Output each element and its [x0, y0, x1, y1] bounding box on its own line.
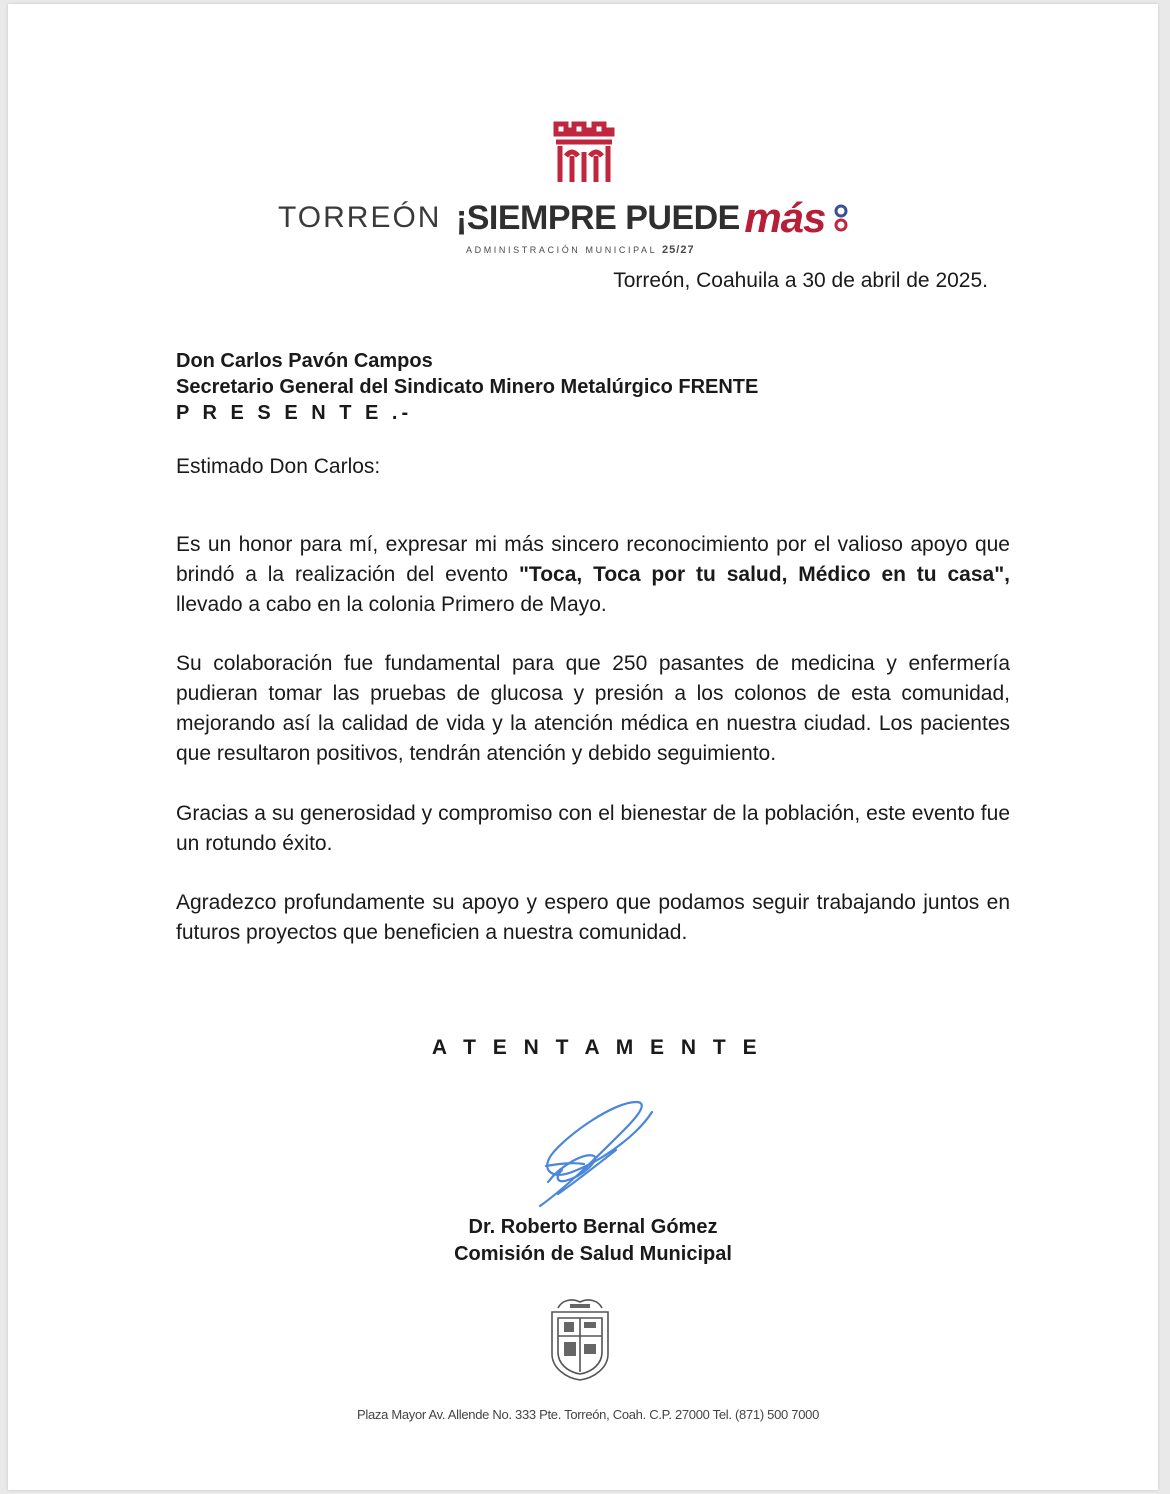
administration-term: 25/27	[662, 244, 695, 256]
brand-city: TORREÓN	[278, 201, 442, 234]
brand-slogan: ¡SIEMPRE PUEDE	[455, 198, 740, 237]
administration-label: ADMINISTRACIÓN MUNICIPAL	[466, 245, 657, 255]
event-name: "Toca, Toca por tu salud, Médico en tu casa",	[518, 563, 1010, 586]
closing-text: A T E N T A M E N T E	[431, 1036, 763, 1059]
body-paragraph-4: Agradezco profundamente su apoyo y espero que podamos seguir trabajando juntos en futuros proyectos que beneficien a nuestra comunidad.	[176, 891, 1010, 944]
signer-office: Comisión de Salud Municipal	[454, 1243, 732, 1265]
signer-name: Dr. Roberto Bernal Gómez	[468, 1216, 718, 1238]
handwritten-signature	[528, 1094, 668, 1214]
recipient-block	[176, 348, 758, 426]
p1-text-a: Es un honor para mí, expresar mi más sincero reconocimiento por el valioso apoyo que brindó a la realización del evento	[176, 533, 1010, 586]
municipal-coat-of-arms-icon	[544, 1292, 616, 1384]
letterhead-brand	[278, 194, 898, 241]
body-paragraph-2: Su colaboración fue fundamental para que 250 pasantes de medicina y enfermería pudieran tomar las pruebas de glucosa y presión a los colonos de esta comunidad, mejorando así la calidad de vida y la atención médica en nuestra ciudad. Los pacientes que resultaron positivos, tendrán atención y debido seguimiento.	[176, 652, 1010, 765]
administration-subtitle	[466, 244, 766, 256]
closing	[8, 1036, 1170, 1060]
p1-text-b: llevado a cabo en la colonia Primero de Mayo.	[176, 593, 607, 616]
brand-slogan-accent: más	[744, 194, 826, 241]
brand-swoosh-icon	[830, 203, 852, 233]
letter-page	[8, 4, 1158, 1490]
body-paragraph-3: Gracias a su generosidad y compromiso con el bienestar de la población, este evento fue un rotundo éxito.	[176, 802, 1010, 855]
body-paragraph-1	[176, 530, 1010, 620]
salutation: Estimado Don Carlos:	[176, 455, 381, 478]
signer-block	[8, 1214, 1170, 1268]
recipient-title: Secretario General del Sindicato Minero Metalúrgico FRENTE	[176, 376, 759, 398]
castle-tower-icon	[548, 116, 620, 188]
recipient-name: Don Carlos Pavón Campos	[176, 350, 433, 372]
footer-address: Plaza Mayor Av. Allende No. 333 Pte. Torreón, Coah. C.P. 27000 Tel. (871) 500 7000	[356, 1407, 820, 1422]
date-line: Torreón, Coahuila a 30 de abril de 2025.	[613, 269, 988, 292]
recipient-presente: P R E S E N T E .-	[176, 402, 413, 424]
